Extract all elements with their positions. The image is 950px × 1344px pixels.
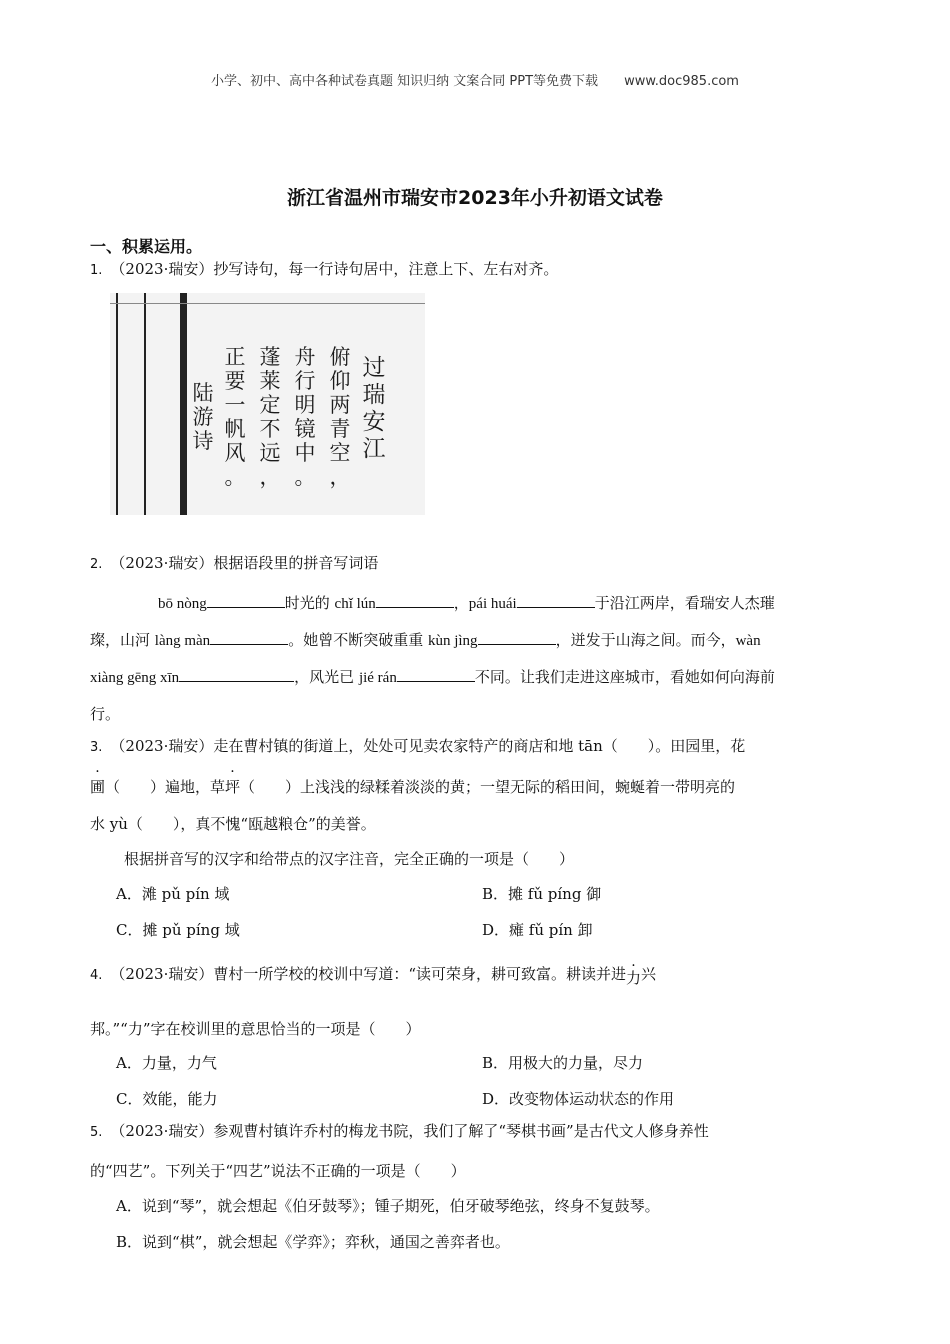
question-number: 2. (90, 557, 103, 572)
text-span: （ ）上浅浅的绿糅着淡淡的黄；一望无际的稻田间，蜿蜒着一带明亮的 (240, 778, 736, 796)
q3-line-3: 水 yù（ ），真不愧“瓯越粮仓”的美誉。 (90, 815, 376, 833)
question-number: 1. (90, 263, 103, 278)
text-span: ， (453, 594, 469, 612)
question-5 (90, 1124, 709, 1139)
q3-option-d[interactable]: D．瘫 fǔ pín 卸 (482, 921, 593, 939)
answer-blank[interactable] (478, 629, 556, 645)
pinyin: jié rán (358, 670, 397, 686)
pinyin: chǐ lún (334, 596, 376, 612)
question-1 (90, 262, 558, 277)
text-span: ，迸发于山海之间。而今， (555, 631, 736, 649)
poem-line-2: 舟 行 明 镜 中 。 (294, 345, 316, 489)
question-number: 5. (90, 1125, 103, 1140)
q2-paragraph-line-1 (158, 592, 775, 613)
poem-author: 陆 游 诗 (192, 381, 214, 453)
question-4 (90, 965, 657, 987)
q4-option-c[interactable]: C．效能，能力 (116, 1090, 218, 1108)
q2-paragraph-line-4: 行。 (90, 705, 121, 723)
answer-blank[interactable] (397, 666, 475, 682)
pinyin: xiàng gēng xīn (90, 670, 180, 686)
q5-line-2: 的“四艺”。下列关于“四艺”说法不正确的一项是（ ） (90, 1162, 466, 1180)
answer-blank[interactable] (210, 629, 288, 645)
q5-line-1: （2023·瑞安）参观曹村镇许乔村的梅龙书院，我们了解了“琴棋书画”是古代文人修身养性 (110, 1122, 709, 1140)
text-span: 兴 (641, 965, 657, 983)
text-span: 不同。让我们走进这座城市，看她如何向海前 (474, 668, 775, 686)
exam-title: 浙江省温州市瑞安市2023年小升初语文试卷 (287, 187, 663, 209)
poem-line-3: 蓬 莱 定 不 远 ， (259, 345, 281, 489)
q4-option-a[interactable]: A．力量，力气 (116, 1054, 217, 1072)
q2-paragraph-line-2 (90, 629, 761, 650)
text-span: 。她曾不断突破重重 (288, 631, 428, 649)
answer-blank[interactable] (207, 592, 285, 608)
poem-line-1: 俯 仰 两 青 空 ， (329, 345, 351, 489)
question-2-intro: （2023·瑞安）根据语段里的拼音写词语 (110, 554, 379, 572)
header-url[interactable]: www.doc985.com (624, 74, 739, 89)
text-span: 璨，山河 (90, 631, 155, 649)
q2-paragraph-line-3 (90, 666, 775, 687)
q5-option-a[interactable]: A．说到“琴”，就会想起《伯牙鼓琴》；锺子期死，伯牙破琴绝弦，终身不复鼓琴。 (116, 1197, 660, 1215)
question-number: 4. (90, 968, 103, 983)
question-3 (90, 739, 745, 754)
q3-option-a[interactable]: A．滩 pǔ pín 域 (116, 885, 230, 903)
header-text: 小学、初中、高中各种试卷真题 知识归纳 文案合同 PPT等免费下载 (211, 74, 599, 89)
q3-line-2 (90, 776, 735, 797)
answer-blank[interactable] (179, 666, 294, 682)
page-header (0, 70, 950, 89)
text-span: （ ）遍地，草 (105, 778, 226, 796)
q3-option-c[interactable]: C．摊 pǔ píng 域 (116, 921, 240, 939)
pinyin: pái huái (468, 596, 517, 612)
text-span: （2023·瑞安）曹村一所学校的校训中写道：“读可荣身，耕可致富。耕读并进 (110, 965, 627, 983)
poem-image (110, 293, 425, 515)
q4-option-d[interactable]: D．改变物体运动状态的作用 (482, 1090, 675, 1108)
answer-blank[interactable] (376, 592, 454, 608)
pinyin: wàn (735, 633, 761, 649)
q4-line-2: 邦。”“力”字在校训里的意思恰当的一项是（ ） (90, 1020, 421, 1038)
q3-stem: 根据拼音写的汉字和给带点的汉字注音，完全正确的一项是（ ） (124, 850, 575, 868)
text-span: 时光的 (284, 594, 335, 612)
dotted-char: 圃 (90, 778, 106, 796)
q3-option-b[interactable]: B．摊 fǔ píng 御 (482, 885, 602, 903)
section-heading-1: 一、积累运用。 (90, 237, 203, 256)
dotted-char: 坪 (225, 778, 241, 796)
q4-option-b[interactable]: B．用极大的力量，尽力 (482, 1054, 644, 1072)
text-span: ，风光已 (294, 668, 359, 686)
poem-title: 过 瑞 安 江 (362, 355, 386, 462)
question-number: 3. (90, 740, 103, 755)
pinyin: bō nòng (158, 596, 207, 612)
text-span: 于沿江两岸，看瑞安人杰璀 (594, 594, 775, 612)
poem-line-4: 正 要 一 帆 风 。 (224, 345, 246, 489)
dotted-char: 力 (626, 969, 642, 987)
question-2 (90, 556, 378, 571)
q3-line-1: （2023·瑞安）走在曹村镇的街道上，处处可见卖农家特产的商店和地 tān（ ）。田园里，花 (110, 737, 746, 755)
q5-option-b[interactable]: B．说到“棋”，就会想起《学弈》；弈秋，通国之善弈者也。 (116, 1233, 510, 1251)
pinyin: kùn jìng (427, 633, 478, 649)
question-1-text: （2023·瑞安）抄写诗句，每一行诗句居中，注意上下、左右对齐。 (110, 260, 559, 278)
answer-blank[interactable] (517, 592, 595, 608)
pinyin: làng màn (154, 633, 211, 649)
